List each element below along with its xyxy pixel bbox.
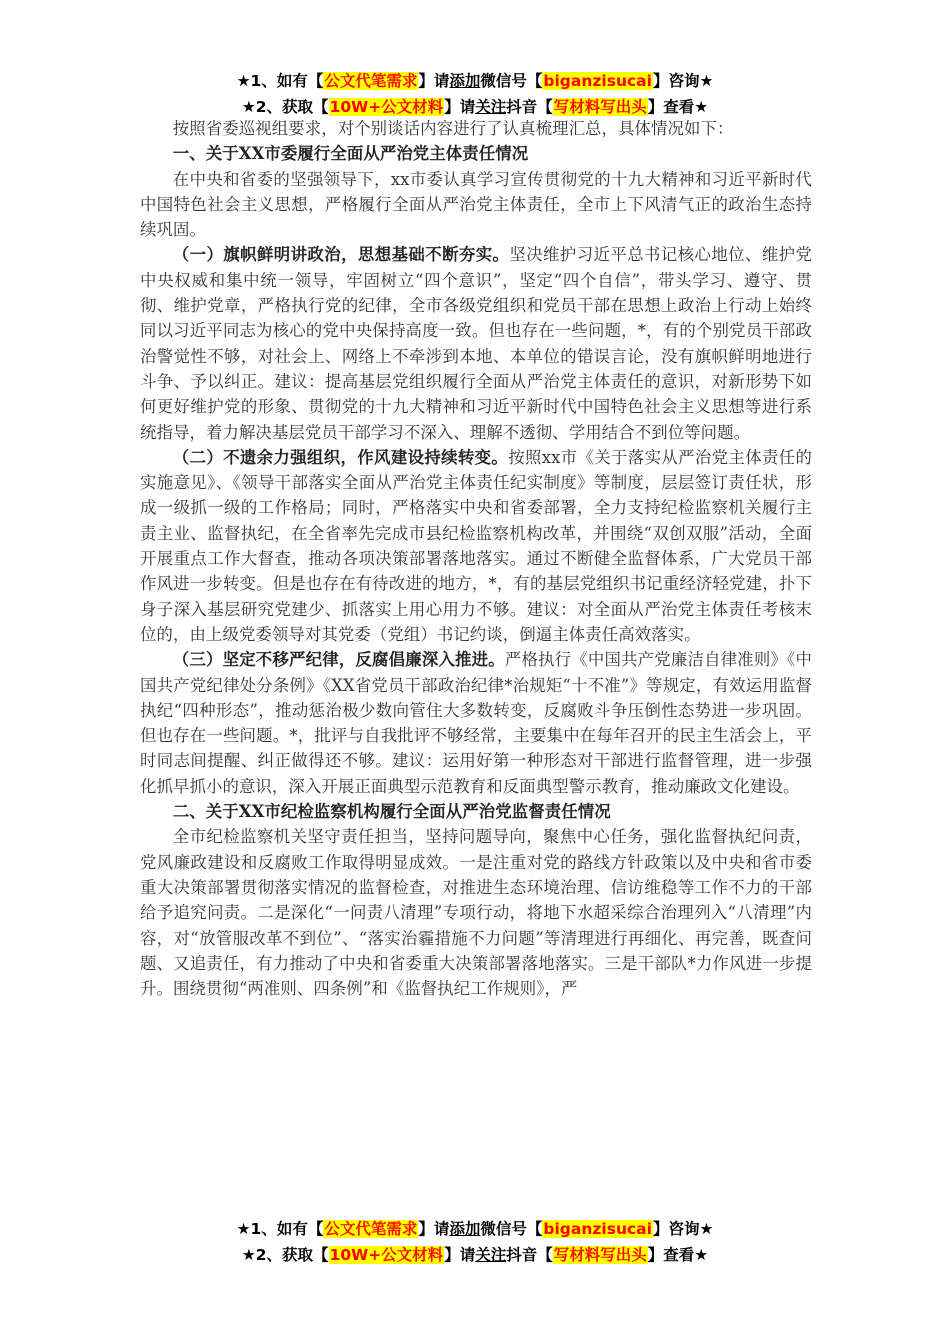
- paragraph: 在中央和省委的坚强领导下，xx市委认真学习宣传贯彻党的十九大精神和习近平新时代中国特色社会主义思想，严格履行全面从严治党主体责任，全市上下风清气正的政治生态持续巩固。: [140, 169, 812, 240]
- highlight-text: biganzisucai: [543, 1220, 652, 1238]
- highlight-text: 写材料写出头: [553, 1246, 647, 1264]
- banner-line-1: ★1、如有【公文代笔需求】请添加微信号【biganzisucai】咨询★: [236, 72, 714, 90]
- highlight-text: 10W+公文材料: [329, 98, 444, 116]
- highlight-text: 10W+公文材料: [329, 1246, 444, 1264]
- subsection-title: （一）旗帜鲜明讲政治，思想基础不断夯实。: [172, 245, 510, 265]
- highlight-text: 公文代笔需求: [324, 72, 418, 90]
- paragraph: 全市纪检监察机关坚守责任担当，坚持问题导向，聚焦中心任务，强化监督执纪问责，党风廉政建设和反腐败工作取得明显成效。一是注重对党的路线方针政策以及中央和省市委重大决策部署贯彻落实情况的监督检查，对推进生态环境治理、信访维稳等工作不力的干部给予追究问责。二是深化“一问责八清理”专项行动，将地下水超采综合治理列入“八清理”内容，对“放管服改革不到位”、“落实治霾措施不力问题”等清理进行再细化、再完善，既查问题、又追责任，有力推动了中央和省委重大决策部署落地落实。三是干部队*力作风进一步提升。围绕贯彻“两准则、四条例”和《监督执纪工作规则》，严: [140, 827, 812, 999]
- highlight-text: 公文代笔需求: [324, 1220, 418, 1238]
- banner-line-2: ★2、获取【10W+公文材料】请关注抖音【写材料写出头】查看★: [241, 1246, 709, 1264]
- section-heading-2: 二、关于XX市纪检监察机构履行全面从严治党监督责任情况: [172, 802, 611, 822]
- subsection-2: （二）不遗余力强组织，作风建设持续转变。按照xx市《关于落实从严治党主体责任的实施意见》、《领导干部落实全面从严治党主体责任纪实制度》等制度，层层签订责任状，形成一级抓一级的工作格局；同时，严格落实中央和省委部署，全力支持纪检监察机关履行主责主业、监督执纪，在全省率先完成市县纪检监察机构改革，并围绕“双创双服”活动，全面开展重点工作大督查，推动各项决策部署落地落实。通过不断健全监督体系，广大党员干部作风进一步转变。但是也存在有待改进的地方，*，有的基层党组织书记重经济轻党建，扑下身子深入基层研究党建少、抓落实上用心用力不够。建议：对全面从严治党主体责任考核末位的，由上级党委领导对其党委（党组）书记约谈，倒逼主体责任高效落实。: [140, 447, 813, 644]
- header-banner: [0, 68, 950, 120]
- section-heading-1: 一、关于XX市委履行全面从严治党主体责任情况: [172, 144, 529, 164]
- banner-line-2: ★2、获取【10W+公文材料】请关注抖音【写材料写出头】查看★: [241, 98, 709, 116]
- subsection-title: （三）坚定不移严纪律，反腐倡廉深入推进。: [172, 650, 505, 670]
- subsection-1: （一）旗帜鲜明讲政治，思想基础不断夯实。坚决维护习近平总书记核心地位、维护党中央权威和集中统一领导，牢固树立“四个意识”，坚定“四个自信”，带头学习、遵守、贯彻、维护党章，严格执行党的纪律，全市各级党组织和党员干部在思想上政治上行动上始终同以习近平同志为核心的党中央保持高度一致。但也存在一些问题，*，有的个别党员干部政治警觉性不够，对社会上、网络上不牵涉到本地、本单位的错误言论，没有旗帜鲜明地进行斗争、予以纠正。建议：提高基层党组织履行全面从严治党主体责任的意识，对新形势下如何更好维护党的形象、贯彻党的十九大精神和习近平新时代中国特色社会主义思想等进行系统指导，着力解决基层党员干部学习不深入、理解不透彻、学用结合不到位等问题。: [140, 245, 812, 442]
- subsection-3: （三）坚定不移严纪律，反腐倡廉深入推进。严格执行《中国共产党廉洁自律准则》《中国共产党纪律处分条例》《XX省党员干部政治纪律*治规矩“十不准”》等规定，有效运用监督执纪“四种形态”，推动惩治极少数向管住大多数转变，反腐败斗争压倒性态势进一步巩固。但也存在一些问题。*，批评与自我批评不够经常，主要集中在每年召开的民主生活会上，平时同志间提醒、纠正做得还不够。建议：运用好第一种形态对干部进行监督管理，进一步强化抓早抓小的意识，深入开展正面典型示范教育和反面典型警示教育，推动廉政文化建设。: [140, 650, 813, 796]
- subsection-title: （二）不遗余力强组织，作风建设持续转变。: [172, 447, 509, 467]
- banner-line-1: ★1、如有【公文代笔需求】请添加微信号【biganzisucai】咨询★: [236, 1220, 714, 1238]
- document-body: [140, 116, 812, 1001]
- highlight-text: 写材料写出头: [553, 98, 647, 116]
- footer-banner: [0, 1216, 950, 1268]
- highlight-text: biganzisucai: [543, 72, 652, 90]
- intro-paragraph: 按照省委巡视组要求，对个别谈话内容进行了认真梳理汇总，具体情况如下：: [172, 119, 734, 138]
